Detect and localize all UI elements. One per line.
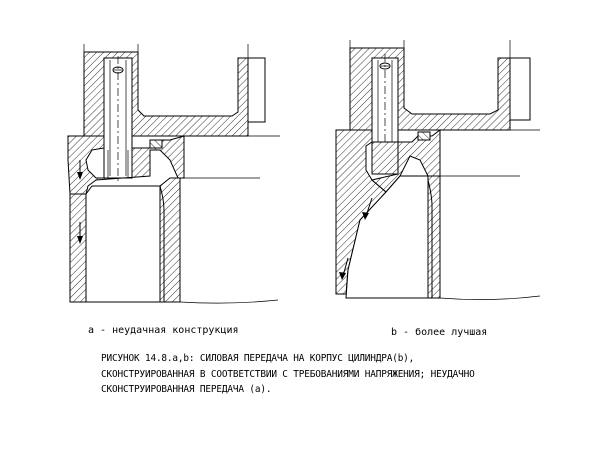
figure-b-cylinder-wall-right (428, 176, 440, 298)
figure-a-label: а - неудачная конструкция (88, 325, 239, 336)
figure-caption-line-3: СКОНСТРУИРОВАННАЯ ПЕРЕДАЧА (а). (101, 384, 272, 395)
figure-b-label: b - более лучшая (391, 327, 488, 338)
figure-a-cylinder-wall-left (70, 194, 86, 302)
figure-b-seal (418, 132, 430, 140)
figure-b (336, 40, 540, 300)
figure-caption-line-1: РИСУНОК 14.8.a,b: СИЛОВАЯ ПЕРЕДАЧА НА КОРПУС ЦИЛИНДРА(b), (101, 353, 415, 364)
figure-caption (101, 351, 571, 398)
figure-caption-line-2: СКОНСТРУИРОВАННАЯ В СООТВЕТСТВИИ С ТРЕБОВАНИЯМИ НАПРЯЖЕНИЯ; НЕУДАЧНО (101, 368, 475, 380)
figure-a (68, 44, 280, 303)
figure-a-seal (150, 140, 162, 148)
figure-a-cylinder-bore (86, 186, 160, 302)
